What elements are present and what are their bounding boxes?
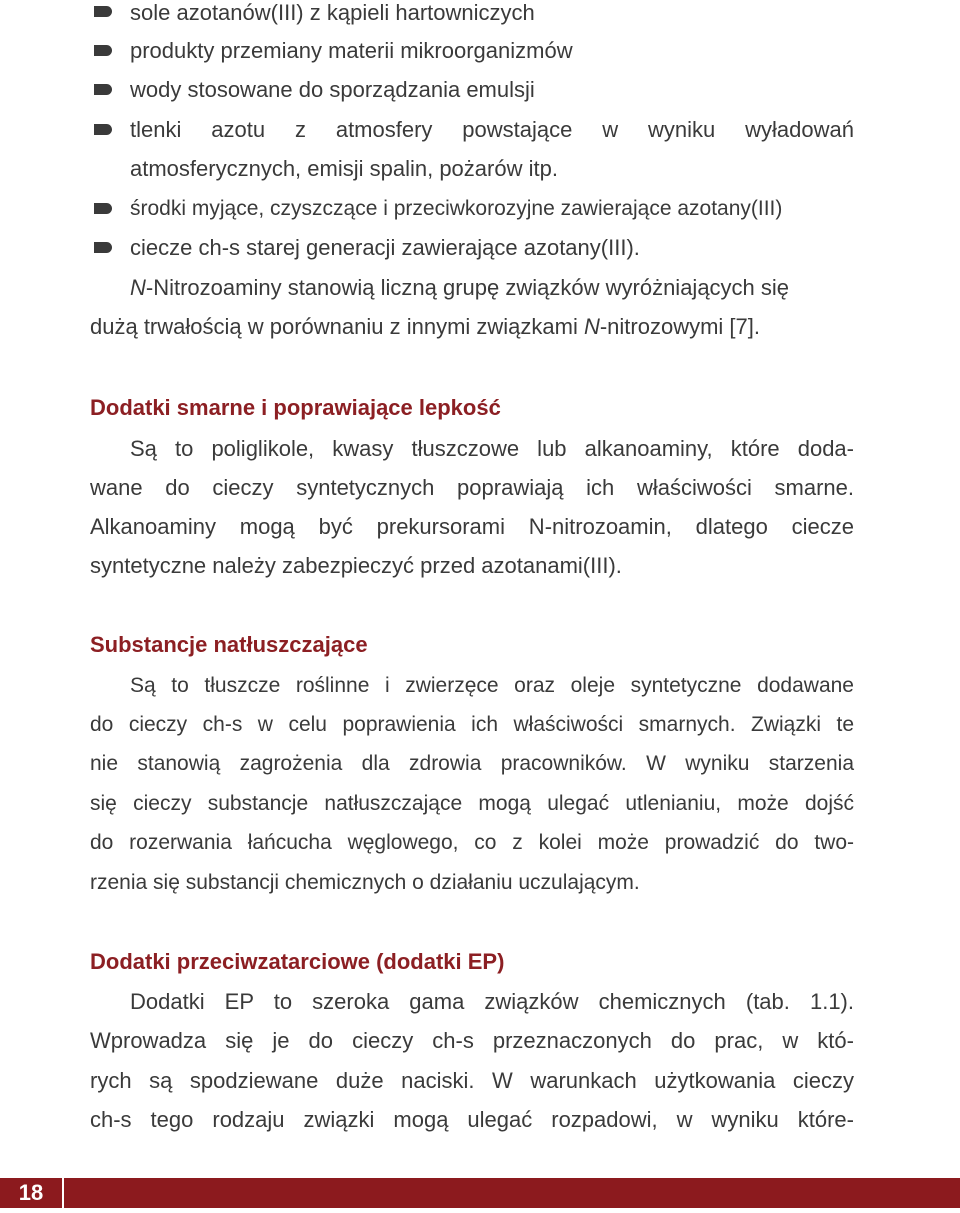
paragraph-line: syntetyczne należy zabezpieczyć przed azotanami(III). [90, 553, 622, 578]
bullet-marker [94, 84, 112, 95]
paragraph-line: Wprowadza się je do cieczy ch-s przeznaczonych do prac, w któ- [90, 1028, 854, 1053]
paragraph-line: się cieczy substancje natłuszczające mogą ulegać utlenianiu, może dojść [90, 792, 854, 815]
bullet-item-text: ciecze ch-s starej generacji zawierające azotany(III). [130, 235, 640, 260]
footer-bar [0, 1178, 960, 1208]
italic-n: N [583, 314, 600, 339]
paragraph-line: rzenia się substancji chemicznych o działaniu uczulającym. [90, 871, 640, 894]
bullet-item-text: wody stosowane do sporządzania emulsji [130, 77, 535, 102]
bullet-item-text-continued: atmosferycznych, emisji spalin, pożarów itp. [130, 156, 558, 181]
bullet-item-text: sole azotanów(III) z kąpieli hartowniczych [130, 0, 535, 25]
nitro-paragraph-line-2 [90, 314, 760, 340]
nitro-text: -Nitrozoaminy stanowią liczną grupę związków wyróżniających się [145, 275, 790, 300]
bullet-item-text: tlenki azotu z atmosfery powstające w wyniku wyładowań [130, 117, 854, 142]
section-heading: Dodatki smarne i poprawiające lepkość [90, 395, 501, 420]
section-heading: Substancje natłuszczające [90, 632, 368, 657]
paragraph-line: rych są spodziewane duże naciski. W warunkach użytkowania cieczy [90, 1068, 854, 1093]
page-number: 18 [18, 1180, 44, 1205]
italic-n: N [130, 275, 146, 300]
paragraph-line: wane do cieczy syntetycznych poprawiają ich właściwości smarne. [90, 475, 854, 500]
bullet-marker [94, 203, 112, 214]
bullet-item-text: produkty przemiany materii mikroorganizmów [130, 38, 573, 63]
paragraph-line: do cieczy ch-s w celu poprawienia ich właściwości smarnych. Związki te [90, 713, 854, 736]
paragraph-line: ch-s tego rodzaju związki mogą ulegać rozpadowi, w wyniku które- [90, 1107, 854, 1132]
paragraph-line: do rozerwania łańcucha węglowego, co z kolei może prowadzić do two- [90, 831, 854, 854]
nitro-paragraph-line-1 [130, 275, 789, 301]
nitro-text: -nitrozowymi [7]. [599, 314, 761, 339]
bullet-marker [94, 45, 112, 56]
nitro-text: dużą trwałością w porównaniu z innymi związkami [90, 314, 584, 339]
paragraph-line: Dodatki EP to szeroka gama związków chemicznych (tab. 1.1). [130, 989, 854, 1014]
paragraph-line: Alkanoaminy mogą być prekursorami N-nitrozoamin, dlatego ciecze [90, 514, 854, 539]
section-heading: Dodatki przeciwzatarciowe (dodatki EP) [90, 949, 505, 974]
paragraph-line: nie stanowią zagrożenia dla zdrowia pracowników. W wyniku starzenia [90, 752, 854, 775]
bullet-marker [94, 6, 112, 17]
bullet-marker [94, 124, 112, 135]
bullet-marker [94, 242, 112, 253]
paragraph-line: Są to tłuszcze roślinne i zwierzęce oraz oleje syntetyczne dodawane [130, 674, 854, 697]
paragraph-line: Są to poliglikole, kwasy tłuszczowe lub alkanoaminy, które doda- [130, 436, 854, 461]
bullet-item-text: środki myjące, czyszczące i przeciwkorozyjne zawierające azotany(III) [130, 197, 783, 220]
